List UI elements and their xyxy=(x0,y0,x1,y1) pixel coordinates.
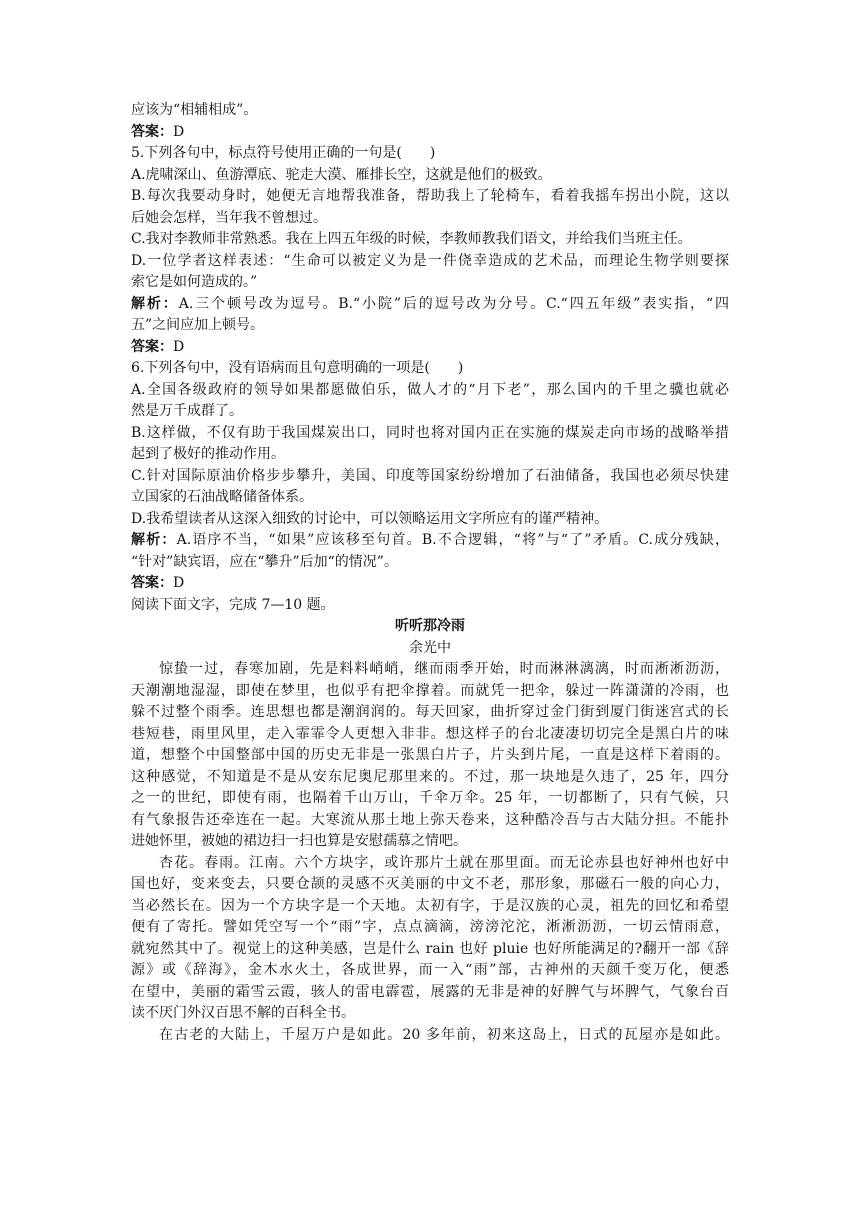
question-6-option-d: D.我希望读者从这深入细致的讨论中，可以领略运用文字所应有的谨严精神。 xyxy=(131,510,609,527)
question-6-stem: 6.下列各句中，没有语病而且句意明确的一项是( ) xyxy=(131,360,464,376)
paragraph-line: 在望中，美丽的霜雪云霞，骇人的雷电霹雹，展露的无非是神的好脾气与坏脾气，气象台百 xyxy=(131,983,729,1000)
paragraph-line: 惊蛰一过，春寒加剧，先是料料峭峭，继而雨季开始，时而淋淋漓漓，时而淅淅沥沥， xyxy=(159,661,729,677)
analysis-label: 解析： xyxy=(131,295,179,312)
reading-instruction: 阅读下面文字，完成 7—10 题。 xyxy=(131,596,335,613)
answer-value: D xyxy=(173,123,185,140)
article-author: 余光中 xyxy=(409,639,451,656)
paragraph-line: 巷短巷，雨里风里，走入霏霏令人更想入非非。想这样子的台北凄凄切切完全是黑白片的味 xyxy=(131,725,729,742)
answer-line xyxy=(131,337,729,359)
answer-label: 答案： xyxy=(131,575,173,591)
answer-line xyxy=(131,573,729,595)
text-line: 应该为“相辅相成”。 xyxy=(131,102,258,118)
answer-value: D xyxy=(173,338,185,355)
analysis-line xyxy=(131,530,729,552)
question-5-option-b-cont: 后她会怎样，当年我不曾想过。 xyxy=(131,209,327,226)
paragraph-line: 便有了寄托。譬如凭空写一个“雨”字，点点滴滴，滂滂沱沱，淅淅沥沥，一切云情雨意， xyxy=(131,919,729,935)
question-5-option-a: A.虎啸深山、鱼游潭底、驼走大漠、雁排长空，这就是他们的极致。 xyxy=(131,166,552,183)
article-title: 听听那冷雨 xyxy=(395,618,465,634)
question-6-option-b-cont: 起到了极好的推动作用。 xyxy=(131,446,285,462)
question-6-option-b: B.这样做，不仅有助于我国煤炭出口，同时也将对国内正在实施的煤炭走向市场的战略举措 xyxy=(131,424,729,441)
question-5-stem: 5.下列各句中，标点符号使用正确的一句是( ) xyxy=(131,145,436,161)
question-6-option-a-cont: 然是万千成群了。 xyxy=(131,403,243,419)
question-5-option-c: C.我对李教师非常熟悉。我在上四五年级的时候，李教师教我们语文，并给我们当班主任。 xyxy=(131,231,692,247)
analysis-cont: 五”之间应加上顿号。 xyxy=(131,317,265,333)
paragraph-line: 在古老的大陆上，千屋万户是如此。20 多年前，初来这岛上，日式的瓦屋亦是如此。 xyxy=(159,1026,729,1043)
answer-line xyxy=(131,122,729,144)
question-5-option-b: B.每次我要动身时，她便无言地帮我准备，帮助我上了轮椅车，看着我摇车拐出小院，这以 xyxy=(131,188,729,204)
question-6-option-c: C.针对国际原油价格步步攀升，美国、印度等国家纷纷增加了石油储备，我国也必须尽快建 xyxy=(131,467,729,484)
question-5-option-d-cont: 索它是如何造成的。” xyxy=(131,274,258,290)
analysis-line xyxy=(131,294,729,316)
paragraph-line: 有气象报告还牵连在一起。大寒流从那土地上弥天卷来，这种酷冷吾与古大陆分担。不能扑 xyxy=(131,811,729,828)
question-6-option-a: A.全国各级政府的领导如果都愿做伯乐，做人才的“月下老”，那么国内的千里之骥也就必 xyxy=(131,381,729,398)
analysis-text: A.三个顿号改为逗号。B.“小院”后的逗号改为分号。C.“四五年级”表实指，“四 xyxy=(178,295,730,312)
analysis-text: A.语序不当，“如果”应该移至句首。B.不合逻辑，“将”与“了”矛盾。C.成分残缺， xyxy=(176,532,729,548)
answer-value: D xyxy=(173,575,185,591)
paragraph-line: 躲不过整个雨季。连思想也都是潮润润的。每天回家，曲折穿过金门街到厦门街迷宫式的长 xyxy=(131,704,729,720)
answer-label: 答案： xyxy=(131,123,173,140)
paragraph-line: 这种感觉，不知道是不是从安东尼奥尼那里来的。不过，那一块地是久违了，25 年，四分 xyxy=(131,768,729,785)
paragraph-line: 当必然长在。因为一个方块字是一个天地。太初有字，于是汉族的心灵，祖先的回忆和希望 xyxy=(131,897,729,914)
paragraph-line: 杏花。春雨。江南。六个方块字，或许那片土就在那里面。而无论赤县也好神州也好中 xyxy=(159,854,729,871)
analysis-cont: “针对”缺宾语，应在“攀升”后加“的情况”。 xyxy=(131,553,398,570)
paragraph-line: 就宛然其中了。视觉上的这种美感，岂是什么 rain 也好 pluie 也好所能满足的?翻开一部《辞 xyxy=(131,940,729,957)
document-body xyxy=(131,100,729,1046)
paragraph-line: 天潮潮地湿湿，即使在梦里，也似乎有把伞撑着。而就凭一把伞，躲过一阵潇潇的冷雨，也 xyxy=(131,682,729,699)
question-5-option-d: D.一位学者这样表述：“生命可以被定义为是一件侥幸造成的艺术品，而理论生物学则要探 xyxy=(131,252,729,269)
answer-label: 答案： xyxy=(131,338,173,355)
paragraph-line: 读不厌门外汉百思不解的百科全书。 xyxy=(131,1005,355,1021)
paragraph-line: 进她怀里，被她的裙边扫一扫也算是安慰孺慕之情吧。 xyxy=(131,833,467,849)
paragraph-line: 国也好，变来变去，只要仓颉的灵感不灭美丽的中文不老，那形象，那磁石一般的向心力， xyxy=(131,876,729,892)
analysis-label: 解析： xyxy=(131,532,177,548)
question-6-option-c-cont: 立国家的石油战略储备体系。 xyxy=(131,489,313,505)
paragraph-line: 道，想整个中国整部中国的历史无非是一张黑白片子，片头到片尾，一直是这样下着雨的。 xyxy=(131,747,729,763)
paragraph-line: 源》或《辞海》，金木水火土，各成世界，而一入“雨”部，古神州的天颜千变万化，便悉 xyxy=(131,962,729,978)
paragraph-line: 之一的世纪，即使有雨，也隔着千山万山，千伞万伞。25 年，一切都断了，只有气候，只 xyxy=(131,790,729,806)
